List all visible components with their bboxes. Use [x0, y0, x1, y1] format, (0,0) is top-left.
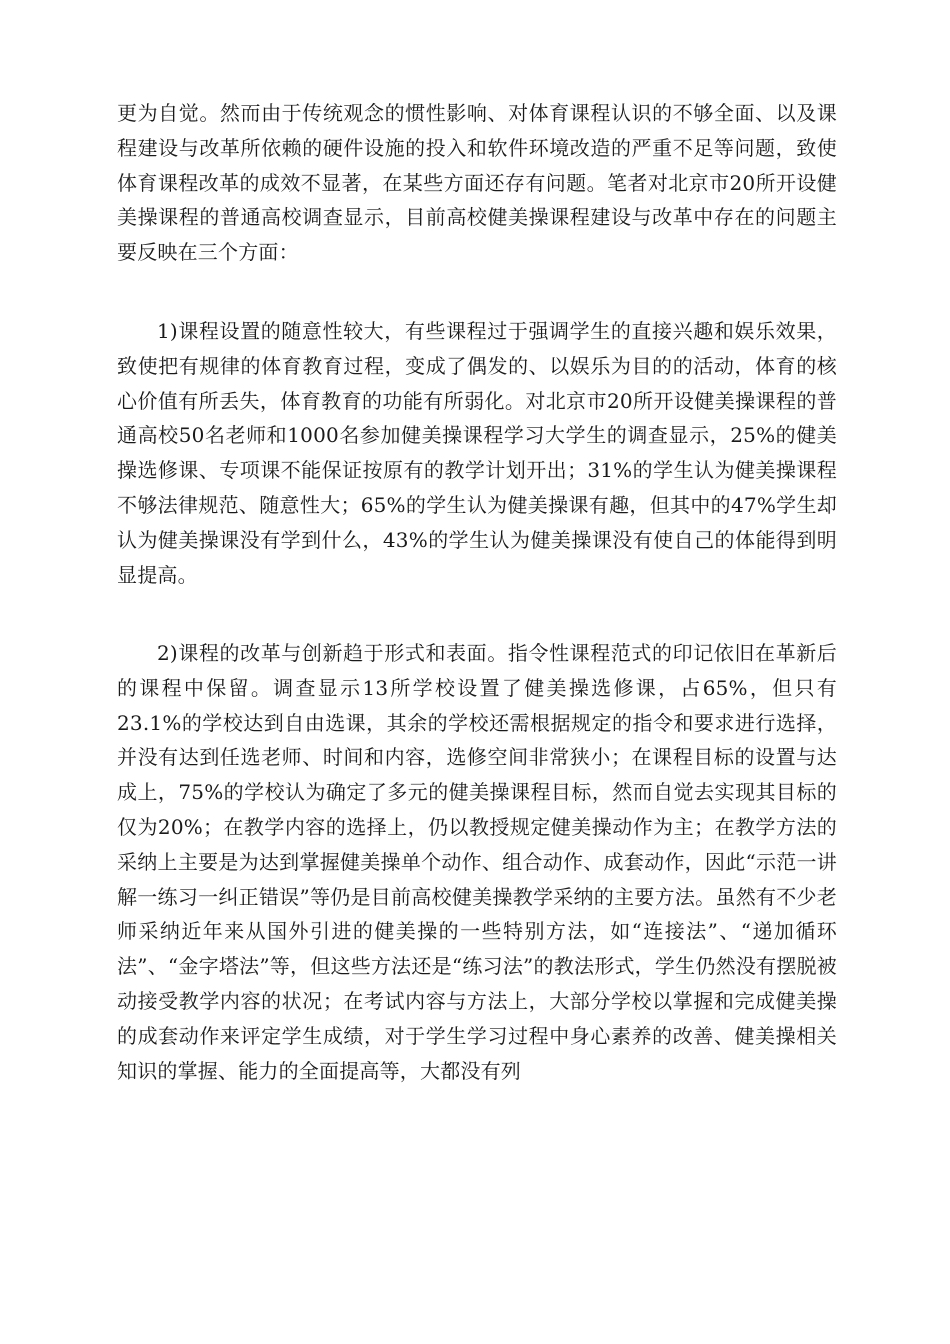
body-paragraph-2: 1)课程设置的随意性较大，有些课程过于强调学生的直接兴趣和娱乐效果，致使把有规律的体育教育过程，变成了偶发的、以娱乐为目的的活动，体育的核心价值有所丢失，体育教育的功能有所弱化。对北京市20所开设健美操课程的普通高校50名老师和1000名参加健美操课程学习大学生的调查显示，25%的健美操选修课、专项课不能保证按原有的教学计划开出；31%的学生认为健美操课程不够法律规范、随意性大；65%的学生认为健美操课有趣，但其中的47%学生却认为健美操课没有学到什么，43%的学生认为健美操课没有使自己的体能得到明显提高。	[117, 319, 837, 587]
body-paragraph-3: 2)课程的改革与创新趋于形式和表面。指令性课程范式的印记依旧在革新后的课程中保留。调查显示13所学校设置了健美操选修课，占65%，但只有23.1%的学校达到自由选课，其余的学校还需根据规定的指令和要求进行选择，并没有达到任选老师、时间和内容，选修空间非常狭小；在课程目标的设置与达成上，75%的学校认为确定了多元的健美操课程目标，然而自觉去实现其目标的仅为20%；在教学内容的选择上，仍以教授规定健美操动作为主；在教学方法的采纳上主要是为达到掌握健美操单个动作、组合动作、成套动作，因此“示范一讲解一练习一纠正错误”等仍是目前高校健美操教学采纳的主要方法。虽然有不少老师采纳近年来从国外引进的健美操的一些特别方法，如“连接法”、“递加循环法”、“金字塔法”等，但这些方法还是“练习法”的教法形式，学生仍然没有摆脱被动接受教学内容的状况；在考试内容与方法上，大部分学校以掌握和完成健美操的成套动作来评定学生成绩，对于学生学习过程中身心素养的改善、健美操相关知识的掌握、能力的全面提高等，大都没有列	[117, 641, 837, 1083]
body-paragraph-1: 更为自觉。然而由于传统观念的惯性影响、对体育课程认识的不够全面、以及课程建设与改革所依赖的硬件设施的投入和软件环境改造的严重不足等问题，致使体育课程改革的成效不显著，在某些方面还存有问题。笔者对北京市20所开设健美操课程的普通高校调查显示，目前高校健美操课程建设与改革中存在的问题主要反映在三个方面：	[117, 101, 837, 265]
